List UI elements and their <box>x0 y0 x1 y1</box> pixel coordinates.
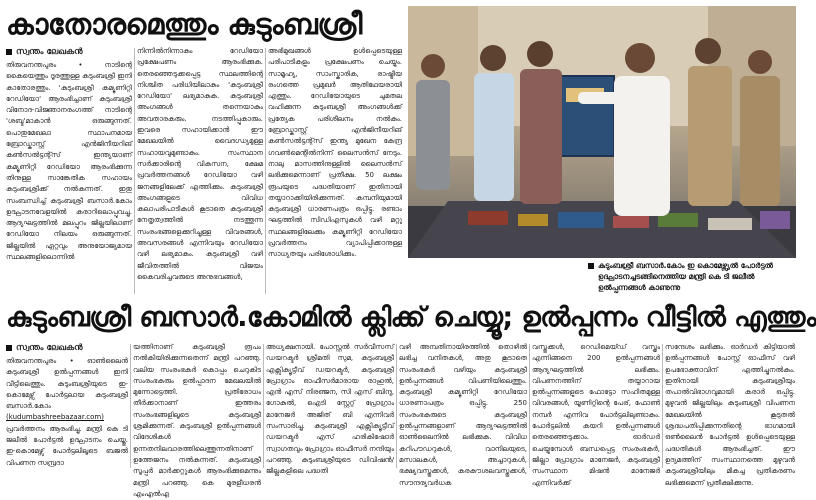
story1-column-2 <box>137 46 263 298</box>
caption-marker-icon <box>588 263 594 269</box>
photo-caption <box>408 260 796 296</box>
story1-column-1 <box>6 46 132 298</box>
column-divider <box>529 344 530 468</box>
story2-column-4 <box>399 342 527 487</box>
website-link[interactable]: (kudumbashreebazaar.com) <box>6 413 104 422</box>
story2-byline-text: സ്വന്തം ലേഖകൻ <box>16 343 83 353</box>
story2-paragraph-1 <box>6 356 128 469</box>
story1-paragraph-1: തിരുവനന്തപുരം • നാടിന്റെ കൈയെത്തും ദൂരത്തുള്ള കുടുംബശ്രീ ഇനി കാതോരത്തും. 'കുടുംബശ്രീ കമ്യൂണിറ്റി റേഡിയോ' ആരംഭിച്ചാണ് കുടുംബശ്രീ വിനോദ-വിജ്ഞാനരംഗത്ത് നാടിന്റെ 'ശബ്ദ'മാകാൻ ഒരുങ്ങുന്നത്. പൊതുമേഖലാ സ്ഥാപനമായ ബ്രോഡ്കാസ്റ്റ് എൻജിനീയറിങ് കൺസൽട്ടന്റ്സ് ഇന്ത്യയാണ് കമ്യൂണിറ്റി റേഡിയോ ആരംഭിക്കുന്ന തിനുള്ള സാങ്കേതിക സഹായം കുടുംബശ്രീക്ക് നൽകുന്നത്. ഇതു സംബന്ധിച്ച് കുടുംബശ്രീ ബസാർ.കോം ഉദ്ഘാടനവേളയിൽ കരാറിലൊപ്പുവച്ചു. ആദ്യഘട്ടത്തിൽ മലപ്പുറം ജില്ലയിലാണ് റേഡിയോ നിലയം ഒരുങ്ങുന്നത്. ജില്ലയിൽ ഏറ്റവും അനുയോജ്യമായ സ്ഥലങ്ങളിലൊന്നിൽ <box>6 61 132 262</box>
story1-paragraph-2: നിന്നിൽനിന്നാകും റേഡിയോ പ്രക്ഷേപണം ആരംഭിക്കുക. തെരഞ്ഞെടുക്കപ്പെട്ട സ്ഥലത്തിന്റെ നിശ്ചിത പരിധിയിലാകും 'കുടുംബശ്രീ റേഡിയോ' ലഭ്യമാകുക. കുടുംബശ്രീ അംഗങ്ങൾ തന്നെയാകും അവതാരകരും. നടത്തിപ്പുകാരും. ഇവരെ സഹായിക്കാൻ ഈ മേഖലയിൽ വൈദഗ്ധ്യമുള്ള സഹായവുമുണ്ടാകും. സംസ്ഥാന സർക്കാരിന്റെ വികസന, ക്ഷേമ പ്രവർത്തനങ്ങൾ റേഡിയോ വഴി ജനങ്ങളിലേക്ക് എത്തിക്കും. കുടുംബശ്രീ അംഗങ്ങളുടെ വിവിധ കലാപരിപാടികൾ കൂടാതെ കുടുംബശ്രീ നേതൃത്വത്തിൽ നടത്തുന്ന സംരംഭങ്ങളെക്കുറിച്ചുള്ള വിവരങ്ങൾ, അവസരങ്ങൾ എന്നിവയും റേഡിയോ വഴി ലഭ്യമാകും. കുടുംബശ്രീ വഴി ജീവിതത്തിൽ വിജയം കൈവരിച്ചവരുടെ അനുഭവങ്ങൾ, <box>137 47 263 281</box>
story1-headline: കാതോരമെത്തും കുടുംബശ്രീ <box>6 7 362 41</box>
story1-byline-text: സ്വന്തം ലേഖകൻ <box>16 47 83 57</box>
story2-intro-text: തിരുവനന്തപുരം • ഓൺലൈൻ കുടുംബശ്രീ ഉൽപ്പന്നങ്ങൾ ഇനി വീട്ടിലെത്തും. കുടുംബശ്രീയുടെ ഇ-കൊമേഴ്സ് പോർട്ടലായ കുടുംബശ്രീ ബസാർ.കോം <box>6 357 128 411</box>
story2-column-3 <box>266 342 394 476</box>
story2-headline: കുടുംബശ്രീ ബസാർ.കോമിൽ ക്ലിക്ക് ചെയ്യൂ; ഉൽപ്പന്നം വീട്ടിൽ എത്തും <box>6 302 816 333</box>
column-divider <box>662 344 663 468</box>
story2-column-5 <box>532 342 660 487</box>
column-divider <box>396 344 397 468</box>
story2-column-2 <box>133 342 261 498</box>
photo-caption-text: കുടുംബശ്രീ ബസാർ.കോം ഇ കൊമേഴ്സ്യൽ പോർട്ടൽ ഉദ്ഘാടനച്ചടങ്ങിനെത്തിയ മന്ത്രി കെ ടി ജലീൽ ഉൽപ്പന്നങ്ങൾ കാണുന്നു <box>598 261 773 292</box>
story1-paragraph-3: അഭിമുഖങ്ങൾ ഉൾപ്പെടെയുള്ള പരിപാടികളും പ്രക്ഷേപണം ചെയ്യും. സാമൂഹ്യ, സാംസ്കാരിക, രാഷ്ട്രീയ രംഗത്തെ പ്രമുഖർ ആതിഥേയരായി എത്തും. റേഡിയോയുടെ ചുമതല വഹിക്കുന്ന കുടുംബശ്രീ അംഗങ്ങൾക്ക് പ്രത്യേക പരിശീലനം നൽകും. ബ്രോഡ്കാസ്റ്റ് എൻജിനീയറിങ് കൺസൽട്ടന്റ്സ് ഇന്ത്യ മുഖേന കേന്ദ്ര ഗവൺമെന്റിൽനിന്ന് ലൈസൻസ് നേടും. നാലു മാസത്തിനുള്ളിൽ ലൈസൻസ് ലഭിക്കുമെന്നാണ് പ്രതീക്ഷ. 50 ലക്ഷം രൂപയുടെ പദ്ധതിയാണ് ഇതിനായി തയ്യാറാക്കിയിരിക്കുന്നത്. കമ്പനിയുമായി കുടുംബശ്രീ ധാരണപത്രം ഒപ്പിട്ടു. രണ്ടാം ഘട്ടത്തിൽ സിഡിഎസുകൾ വഴി മറ്റു സ്ഥലങ്ങളിലേക്കും കമ്യൂണിറ്റി റേഡിയോ പ്രവർത്തനം വ്യാപിപ്പിക്കാനുള്ള സാധ്യതയും പരിശോധിക്കും. <box>268 47 402 259</box>
byline-marker-icon <box>6 49 12 55</box>
column-divider <box>130 344 131 468</box>
story2-paragraph-4: വഴി അമ്പതിനായിരത്തിൽ തൊഴിൽ ലഭിച്ച വനിതകൾ, അതു കൂടാതെ സംരംഭകർ വഴിയും കുടുംബശ്രീ ഉൽപ്പന്നങ്ങൾ വിപണിയിലെത്തും. കുടുംബശ്രീ കമ്യൂണിറ്റി റേഡിയോ ധാരണാപത്രം ഒപ്പിട്ടു. 250 സംരംഭകരുടെ കുടുംബശ്രീ ഉൽപ്പന്നങ്ങളാണ് ആദ്യഘട്ടത്തിൽ ഓൺലൈനിൽ ലഭിക്കുക. വിവിധ കറിപൗഡറുകൾ, വാനിലയുടെ, മസാലകൾ, അച്ചാറുകൾ, ഭക്ഷ്യവസ്തുക്കൾ, കരകൗശലവസ്തുക്കൾ, സൗന്ദര്യവർധക <box>399 343 527 487</box>
story2-column-6 <box>665 342 795 487</box>
story2-paragraph-6: സന്ദേശം ലഭിക്കും. ഓർഡർ കിട്ടിയാൽ ഉൽപ്പന്നങ്ങൾ പോസ്റ്റ് ഓഫീസ് വഴി ഉപഭോക്താവിന് എത്തിച്ചുനൽകും. ഇതിനായി കുടുംബശ്രീയും തപാൽവിഭാഗവുമായി കരാർ ഒപ്പിട്ടു. മുഴുവൻ ജില്ലയിലും കുടുംബശ്രീ വിപണന മേഖലയിൽ കൂടുതൽ ശ്രദ്ധപതിപ്പിക്കുന്നതിന്റെ ഭാഗമായി ഒൺലൈൻ പോർട്ടൽ ഉൾപ്പെടെയുള്ള പദ്ധതികൾ ആരംഭിച്ചത്. ഈ ഉദ്യമത്തിന് സംസ്ഥാനത്തെ മുഴുവൻ കുടുംബശ്രീയിലും മികച്ച പ്രതികരണം ലഭിക്കുമെന്ന് പ്രതീക്ഷിക്കുന്നു. <box>665 343 795 487</box>
story1-byline <box>6 46 132 58</box>
story2-column-1 <box>6 342 128 470</box>
story2-paragraph-2: യത്തിനാണ് കുടുംബശ്രീ രൂപം നൽകിയിരിക്കുന്നതെന്ന് മന്ത്രി പറഞ്ഞു. വലിയ സംരംഭകർ കൊപ്പം ചെറുകിട സംരംഭകരും ഉൽപ്പാദന മേഖലയിൽ മുന്നോട്ടെത്തി. പ്രതിരോധം തീർക്കാനാണ് ഇത്തരം സംരംഭങ്ങളിലൂടെ കുടുംബശ്രീ ശ്രമിക്കുന്നത്. കുടുംബശ്രീ ഉൽപ്പന്നങ്ങൾ വിദേശികൾ ഉന്നതനിലവാരത്തിലെത്തുന്നതിനാണ് ഉത്തേജനം നൽകുന്നത്. കുടുംബശ്രീ സൂപ്പർ മാർക്കറ്റുകൾ ആരംഭിക്കുമെന്നും മന്ത്രി പറഞ്ഞു. കെ മുരളീധരൻ എംഎൽഎ <box>133 343 261 498</box>
story2-intro-tail: പ്രവർത്തനം ആരംഭിച്ചു. മന്ത്രി കെ ടി ജലീൽ പോർട്ടൽ ഉദ്ഘാടനം ചെയ്തു. ഇ-കൊമേഴ്സ് പോർട്ടലിലൂടെ ബജൽ വിപണന സമ്പ്രദാ <box>6 424 128 467</box>
news-photo-illustration <box>408 6 796 258</box>
story2-paragraph-5: വസ്തുക്കൾ, റെഡിമെയ്ഡ് വസ്ത്രം എന്നിങ്ങനെ 200 ഉൽപ്പന്നങ്ങൾ ആദ്യഘട്ടത്തിൽ ലഭിക്കും. വിപണനത്തിന് തയ്യാറായ ഉൽപ്പന്നങ്ങളുടെ ഫോട്ടോ സഹിതമുള്ള വിവരങ്ങൾ, യൂണിറ്റിന്റെ പേര്, ഫോൺ നമ്പർ എന്നിവ പോർട്ടലിലുണ്ടാകും. പോർട്ടലിൽ കയറി ഉൽപ്പന്നങ്ങൾ തെരഞ്ഞെടുക്കാം. ഓർഡർ ചെയ്യുമ്പോൾ ബന്ധപ്പെട്ട സംരംഭകർ, ജില്ലാ പ്രോഗ്രാം മാനേജർ, കുടുംബശ്രീ സംസ്ഥാന മിഷൻ മാനേജർ എന്നിവർക്ക് <box>532 343 660 487</box>
column-divider <box>265 48 266 294</box>
column-divider <box>263 344 264 468</box>
news-photo <box>408 6 796 258</box>
byline-marker-icon <box>6 345 12 351</box>
story2-byline <box>6 342 128 354</box>
story2-paragraph-3: അധ്യക്ഷനായി. പോസ്റ്റൽ സർവീസസ് ഡയറക്ടർ ശ്രീമതി സുമ, കുടുംബശ്രീ എക്സിക്യൂട്ടീവ് ഡയറക്ടർ, കുടുംബശ്രീ പ്രോഗ്രാം ഓഫീസർമാരായ രാഹുൽ, എൻ എസ് നിരഞ്ജന, സി എസ് ബിന്ദു, ഗോകുൽ, ഐടി സ്റ്റേറ്റ് പ്രോഗ്രാം മാനേജർ അജിത് ബി എന്നിവർ സംസാരിച്ചു. കുടുംബശ്രീ എക്സിക്യൂട്ടീവ് ഡയറക്ടർ എസ് ഹരികിഷോർ സ്വാഗതവും പ്രോഗ്രാം ഓഫീസർ നന്ദിയും പറഞ്ഞു. കുടുംബശ്രീയുടെ ഡിവിഷൻ/ജില്ലകളിലെ പദ്ധതി <box>266 343 394 476</box>
story1-column-3 <box>268 46 402 298</box>
column-divider <box>134 48 135 294</box>
